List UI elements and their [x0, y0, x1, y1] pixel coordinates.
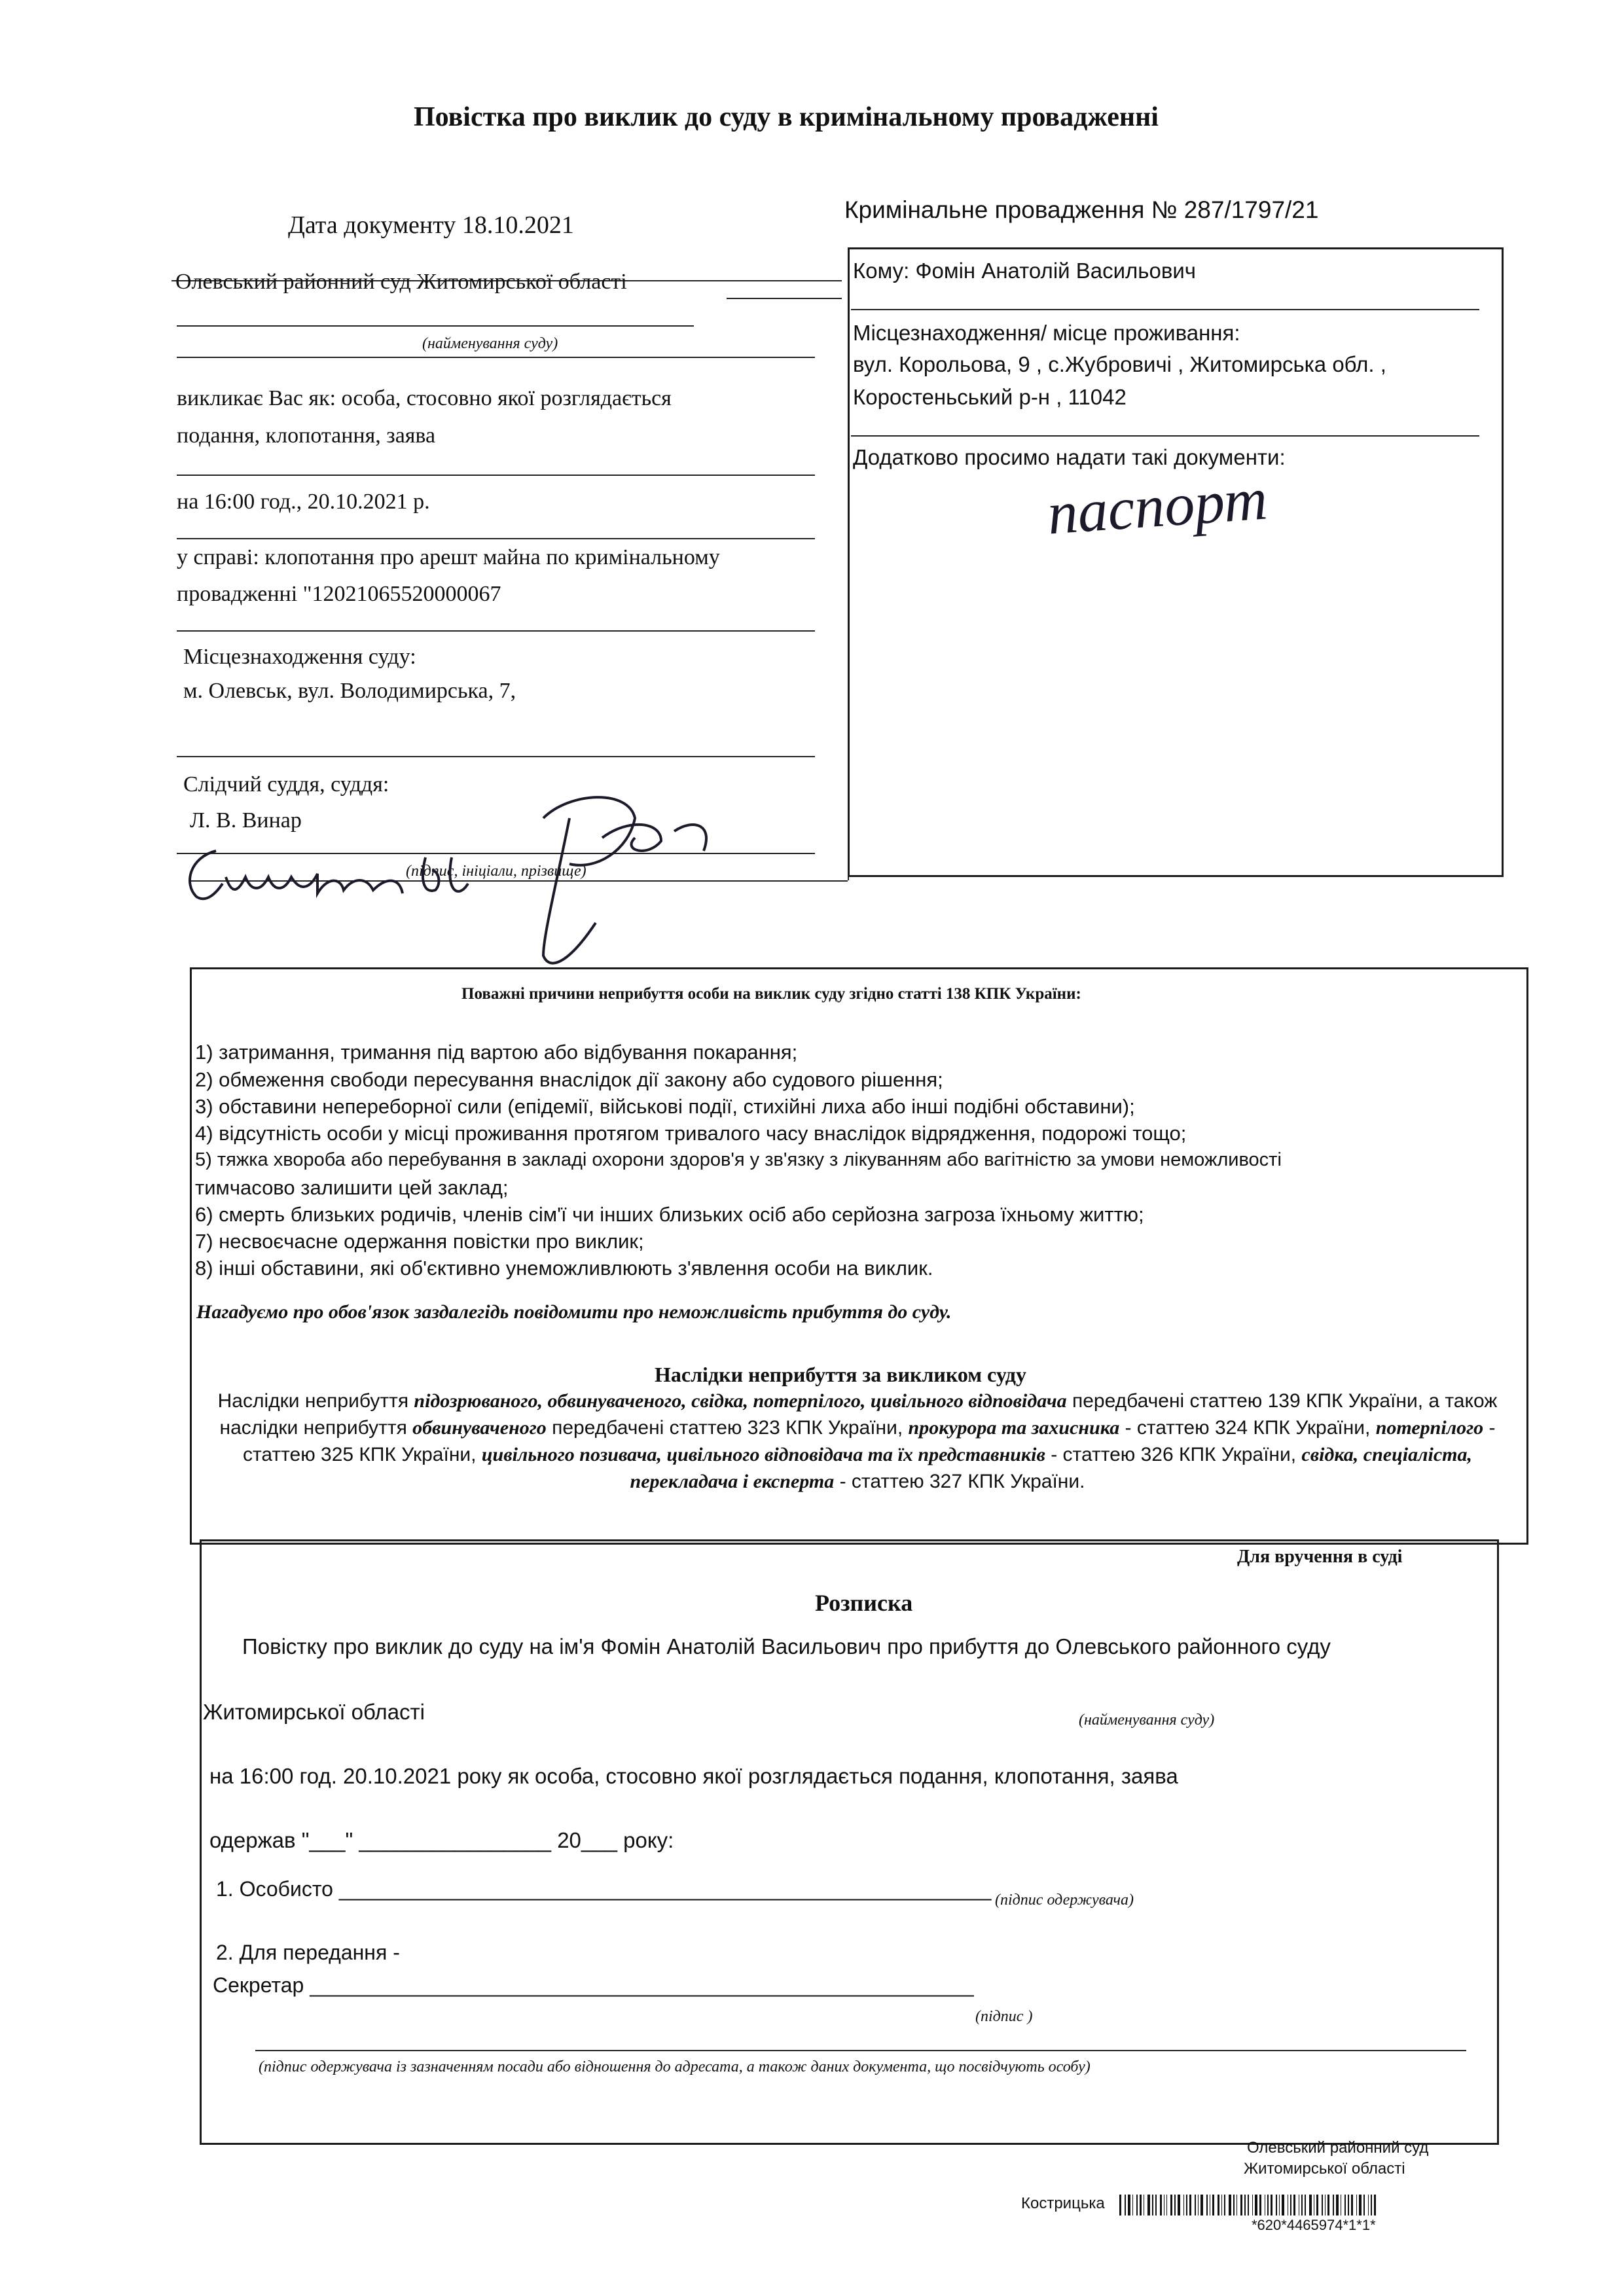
personally-line: 1. Особисто ________________________________________________________ — [216, 1877, 992, 1901]
barcode-bar — [1279, 2195, 1280, 2215]
barcode-bar — [1371, 2195, 1372, 2215]
barcode-bar — [1174, 2195, 1176, 2215]
list-item: 8) інші обставини, які об'єктивно унеможливлюють з'явлення особи на виклик. — [195, 1257, 933, 1280]
barcode-bar — [1186, 2195, 1187, 2215]
barcode-bar — [1206, 2195, 1208, 2215]
case-subject-line2: провадженні "12021065520000067 — [177, 582, 501, 606]
list-item: 7) несвоєчасне одержання повістки про виклик; — [195, 1230, 644, 1253]
barcode-bar — [1166, 2195, 1167, 2215]
barcode-bar — [1244, 2195, 1246, 2215]
barcode-bar — [1344, 2195, 1346, 2215]
barcode-bar — [1282, 2195, 1284, 2215]
list-item: 2) обмеження свободи пересування внаслідок дії закону або судового рішення; — [195, 1068, 943, 1091]
barcode-bar — [1259, 2195, 1261, 2215]
barcode-bar — [1363, 2195, 1365, 2215]
case-underline — [177, 630, 815, 632]
barcode-bar — [1198, 2195, 1199, 2215]
barcode-bar — [1255, 2195, 1257, 2215]
barcode-bar — [1125, 2195, 1126, 2215]
consequences-segment: обвинуваченого — [412, 1417, 547, 1439]
receipt-line2: Житомирської області — [203, 1700, 425, 1724]
court-name: Олевський районний суд Житомирської області — [175, 270, 627, 294]
barcode-bar — [1240, 2195, 1242, 2215]
receipt-line1: Повістку про виклик до суду на ім'я Фомін Анатолій Васильович про прибуття до Олевського районного суду — [242, 1634, 1331, 1659]
list-item: 5) тяжка хвороба або перебування в закладі охорони здоров'я у зв'язку з лікуванням або вагітністю за умови неможливості — [195, 1149, 1282, 1170]
barcode-bar — [1160, 2195, 1162, 2215]
consequences-segment: підозрюваного, обвинуваченого, свідка, потерпілого, цивільного відповідача — [414, 1390, 1067, 1412]
barcode-bar — [1356, 2195, 1357, 2215]
barcode-bar — [1333, 2195, 1334, 2215]
barcode-bar — [1147, 2195, 1150, 2215]
list-item: 1) затримання, тримання під вартою або відбування покарання; — [195, 1041, 798, 1064]
barcode-bar — [1212, 2195, 1214, 2215]
addressee-name: Кому: Фомін Анатолій Васильович — [853, 259, 1197, 283]
list-item: 4) відсутність особи у місці проживання протягом тривалого часу внаслідок відрядження, подорожі тощо; — [195, 1122, 1187, 1145]
transfer-line: 2. Для передання - — [216, 1941, 400, 1964]
barcode-bar — [1136, 2195, 1138, 2215]
list-item: 6) смерть близьких родичів, членів сім'ї чи інших близьких осіб або серйозна загроза їхньому життю; — [195, 1203, 1144, 1226]
summon-role-line2: подання, клопотання, заява — [177, 423, 436, 448]
summon-role-line1: викликає Вас як: особа, стосовно якої розглядається — [177, 386, 672, 410]
barcode-bar — [1189, 2195, 1191, 2215]
court-location: м. Олевськ, вул. Володимирська, 7, — [183, 679, 516, 703]
case-number: Кримінальне провадження № 287/1797/21 — [844, 196, 1319, 223]
secretary-line: Секретар _________________________________________________________ — [213, 1973, 974, 1997]
list-item: 3) обставини непереборної сили (епідемії, військові події, стихійні лиха або інші подібні обставини); — [195, 1095, 1135, 1118]
documents-handwritten: паспорт — [1045, 465, 1270, 547]
court-location-label: Місцезнаходження суду: — [183, 645, 416, 669]
barcode-bar — [1368, 2195, 1369, 2215]
barcode-bar — [1309, 2195, 1312, 2215]
barcode-bar — [1316, 2195, 1318, 2215]
consequences-segment: - статтею 325 КПК України, — [242, 1417, 1496, 1465]
receipt-bottom-caption: (підпис одержувача із зазначенням посади або відношення до адресата, а також даних документа, що посвідчують особу) — [259, 2058, 1091, 2075]
barcode-bar — [1267, 2195, 1269, 2215]
barcode-bar — [1224, 2195, 1225, 2215]
barcode-bar — [1178, 2195, 1180, 2215]
barcode-bar — [1218, 2195, 1219, 2215]
judge-signature — [177, 779, 805, 975]
court-caption: (найменування суду) — [422, 335, 558, 352]
barcode-bar — [1233, 2195, 1235, 2215]
summon-underline — [177, 475, 815, 476]
barcode-bar — [1348, 2195, 1349, 2215]
barcode-bar — [1170, 2195, 1172, 2215]
barcode-bar — [1221, 2195, 1222, 2215]
barcode-bar — [1155, 2195, 1157, 2215]
consequences-segment: передбачені статтею 139 КПК України, а також наслідки неприбуття — [219, 1390, 1498, 1439]
court-underline — [727, 298, 842, 299]
case-subject-line1: у справі: клопотання про арешт майна по кримінальному — [177, 545, 720, 569]
receipt-bottom-line — [255, 2050, 1466, 2051]
time-underline — [177, 538, 815, 539]
consequences-text — [203, 1388, 1512, 1495]
barcode-bar — [1351, 2195, 1353, 2215]
judge-label: Слідчий суддя, суддя: — [183, 772, 389, 797]
barcode-bar — [1119, 2195, 1121, 2215]
address-underline — [851, 435, 1479, 437]
barcode-bar — [1183, 2195, 1184, 2215]
consequences-segment: прокурора та захисника — [908, 1417, 1120, 1439]
barcode-bar — [1140, 2195, 1142, 2215]
barcode-bar — [1236, 2195, 1237, 2215]
consequences-segment: - статтею 327 КПК України. — [834, 1471, 1085, 1492]
barcode-bar — [1200, 2195, 1203, 2215]
barcode-bar — [1305, 2195, 1306, 2215]
location-underline — [177, 756, 815, 757]
addressee-underline — [851, 309, 1479, 310]
consequences-segment: цивільного позивача, цивільного відповідача та їх представників — [481, 1444, 1045, 1465]
secretary-signature-caption: (підпис ) — [975, 2008, 1033, 2025]
barcode-bar — [1290, 2195, 1291, 2215]
barcode-bar — [1327, 2195, 1329, 2215]
consequences-segment: - статтею 324 КПК України, — [1119, 1417, 1376, 1439]
barcode-bar — [1374, 2195, 1376, 2215]
barcode-bar — [1128, 2195, 1130, 2215]
barcode-bar — [1271, 2195, 1272, 2215]
consequences-segment: свідка, спеціаліста, перекладача і експерта — [630, 1444, 1473, 1492]
received-date-line: одержав "___" ________________ 20___ року: — [209, 1828, 674, 1852]
judge-signature-caption: (підпис, ініціали, прізвище) — [406, 863, 586, 880]
address-label: Місцезнаходження/ місце проживання: — [853, 321, 1240, 345]
court-line-3 — [177, 357, 815, 358]
barcode-bar — [1132, 2195, 1133, 2215]
barcode-bar — [1359, 2195, 1362, 2215]
barcode-bar — [1336, 2195, 1339, 2215]
document-date: Дата документу 18.10.2021 — [288, 211, 574, 239]
consequences-segment: потерпілого — [1375, 1417, 1484, 1439]
for-delivery-label: Для вручення в суді — [1237, 1547, 1403, 1567]
barcode-bar — [1229, 2195, 1231, 2215]
barcode-number: *620*4465974*1*1* — [1252, 2217, 1376, 2233]
recipient-signature-caption: (підпис одержувача) — [995, 1892, 1134, 1909]
consequences-segment: Наслідки неприбуття — [217, 1390, 414, 1412]
barcode-bar — [1195, 2195, 1196, 2215]
barcode-bar — [1301, 2195, 1303, 2215]
barcode-bar — [1152, 2195, 1153, 2215]
receipt-title: Розписка — [815, 1590, 913, 1616]
receipt-court-caption: (найменування суду) — [1079, 1712, 1215, 1729]
reasons-title: Поважні причини неприбуття особи на виклик суду згідно статті 138 КПК України: — [461, 985, 1081, 1003]
hearing-time: на 16:00 год., 20.10.2021 р. — [177, 490, 430, 514]
consequences-segment: передбачені статтею 323 КПК України, — [546, 1417, 909, 1439]
barcode-bar — [1248, 2195, 1249, 2215]
documents-label: Додатково просимо надати такі документи: — [853, 445, 1286, 469]
consequences-segment: - статтею 326 КПК України, — [1045, 1444, 1302, 1465]
barcode-bar — [1325, 2195, 1326, 2215]
barcode-bar — [1276, 2195, 1277, 2215]
footer-court-line1: Олевський районний суд — [1247, 2139, 1429, 2157]
barcode-bar — [1322, 2195, 1323, 2215]
page-title: Повістка про виклик до суду в кримінальному провадженні — [414, 102, 1159, 132]
reminder: Нагадуємо про обов'язок заздалегідь повідомити про неможливість прибуття до суду. — [196, 1301, 952, 1323]
barcode-bar — [1252, 2195, 1253, 2215]
footer-court-line2: Житомирської області — [1244, 2160, 1405, 2178]
address-line2: Коростеньський р-н , 11042 — [853, 385, 1127, 409]
receipt-line3: на 16:00 год. 20.10.2021 року як особа, стосовно якої розглядається подання, клопотання, заява — [209, 1764, 1178, 1788]
consequences-title: Наслідки неприбуття за викликом суду — [655, 1363, 1026, 1386]
address-line1: вул. Корольова, 9 , с.Жубровичі , Житомирська обл. , — [853, 352, 1386, 376]
barcode-bar — [1293, 2195, 1295, 2215]
judge-name: Л. В. Винар — [190, 808, 302, 833]
list-item: тимчасово залишити цей заклад; — [195, 1176, 509, 1199]
court-line-2 — [177, 325, 694, 327]
clerk-name: Кострицька — [1021, 2195, 1105, 2212]
